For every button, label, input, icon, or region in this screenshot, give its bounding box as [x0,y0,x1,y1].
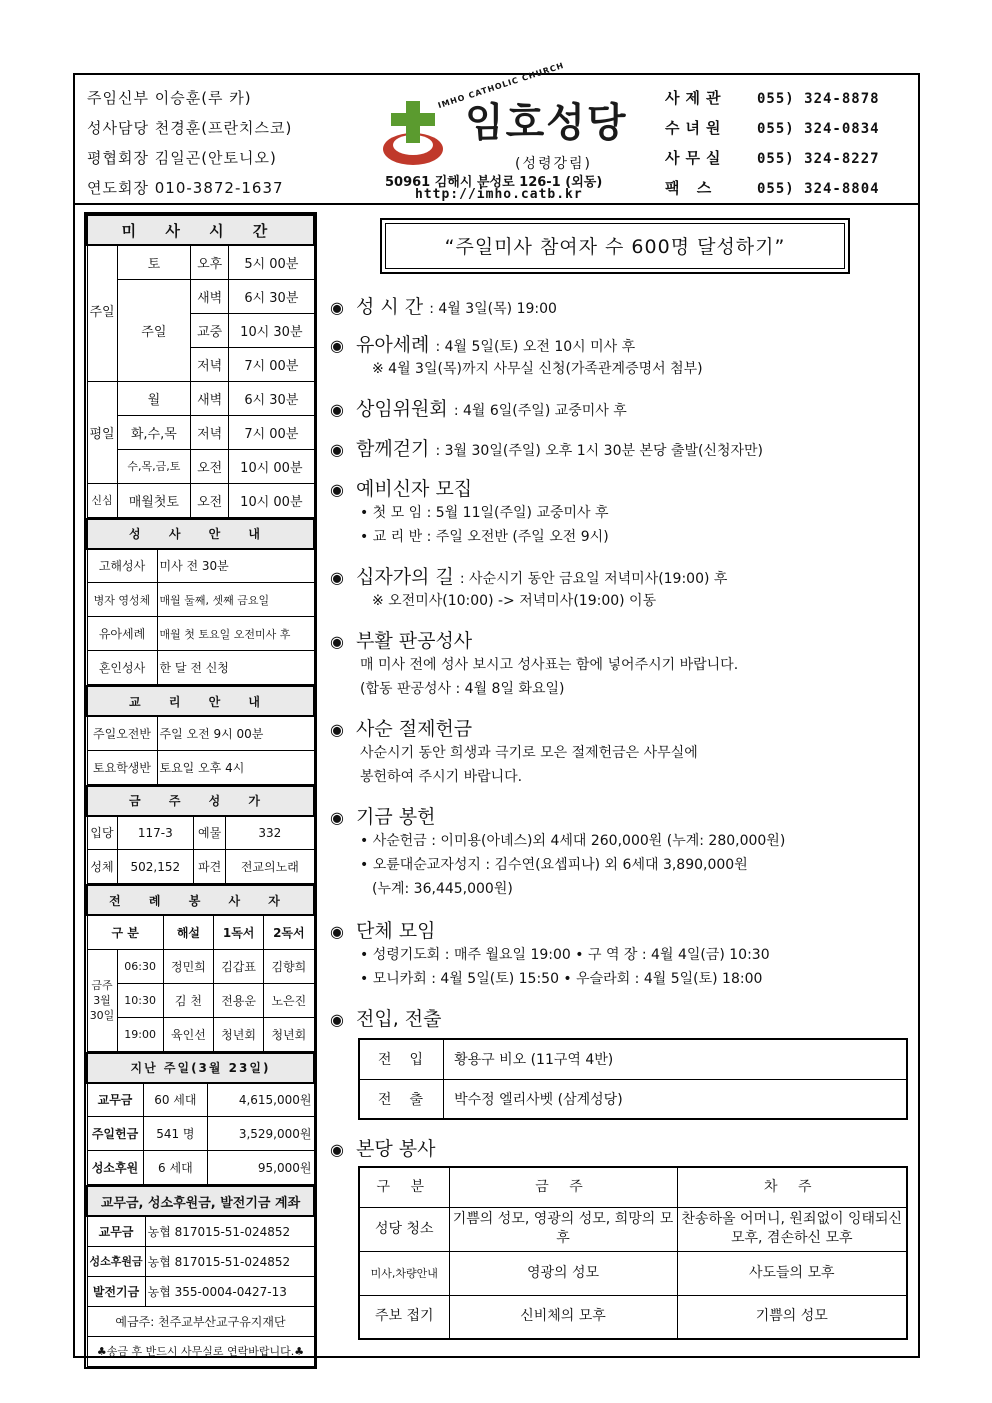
contact-phone: 055) 324-0834 [757,121,880,137]
sacrament-title: 성 사 안 내 [87,519,314,549]
offering-amount: 95,000원 [208,1151,314,1185]
service-this-week: 기쁨의 성모, 영광의 성모, 희망의 모후 [449,1207,677,1251]
account-type: 교무금 [87,1216,145,1246]
server-person: 육인선 [163,1017,213,1051]
hymn-part: 입당 [87,816,117,850]
server-person: 청년회 [214,1017,264,1051]
mass-hour: 7시 00분 [229,347,314,381]
notice-title: 사순 절제헌금 [356,718,473,740]
mass-day: 주일 [117,279,190,381]
hymn-number: 502,152 [117,850,194,884]
notice-item [330,1134,910,1161]
mass-times-table [86,214,315,518]
notice-title: 성 시 간 [356,296,424,318]
notice-title: 함께걷기 [356,438,430,460]
contact-label: 수녀원 [665,119,727,137]
account-number: 농협 817015-51-024852 [145,1216,314,1246]
church-name: 임호성당 [465,100,628,146]
bullet-icon: ◉ [330,440,344,459]
sacrament-name: 병자 영성체 [87,583,157,617]
last-week-title: 지난 주일(3월 23일) [87,1053,314,1083]
notice-line: • 모니카회 : 4월 5일(토) 15:50 • 우슬라회 : 4월 5일(토) 18:00 [360,971,763,987]
church-subtitle: (성령강림) [515,156,593,172]
sacrament-table [86,518,315,686]
service-head: 금 주 [449,1167,677,1207]
bullet-icon: ◉ [330,1140,344,1159]
notice-line: (합동 판공성사 : 4월 8일 화요일) [360,681,565,697]
notice-item [330,474,910,549]
mass-slot: 오전 [191,449,229,483]
notice-title: 부활 판공성사 [356,630,473,652]
contact-label: 사제관 [665,89,727,107]
service-type: 성당 청소 [359,1207,449,1251]
server-person: 김향희 [264,949,314,983]
clergy-line: 평협회장 김일곤(안토니오) [87,149,277,167]
liturgy-server-table [86,884,315,1052]
mass-hour: 7시 00분 [229,415,314,449]
notice-line: • 오륜대순교자성지 : 김수연(요셉피나) 외 6세대 3,890,000원 [360,857,748,873]
offering-amount: 3,529,000원 [208,1117,314,1151]
contact-row [665,147,915,177]
account-number: 농협 817015-51-024852 [145,1246,314,1276]
notice-line: • 교 리 반 : 주일 오전반 (주일 오전 9시) [360,529,609,545]
bullet-icon: ◉ [330,1010,344,1029]
hymn-part: 성체 [87,850,117,884]
notice-note: ※ 4월 3일(목)까지 사무실 신청(가족관계증명서 첨부) [372,361,703,377]
class-time: 토요일 오후 4시 [157,750,314,784]
notice-item [330,802,910,901]
transfer-type: 전출 [359,1079,444,1119]
server-date: 금주 3월 30일 [87,949,117,1051]
notice-item [330,626,910,701]
header [75,60,918,205]
contact-row [665,117,915,147]
notice-title: 예비신자 모집 [356,478,473,500]
sacrament-info: 미사 전 30분 [157,549,314,583]
sacrament-name: 유아세례 [87,617,157,651]
notice-note: ※ 오전미사(10:00) -> 저녁미사(19:00) 이동 [372,593,657,609]
hymn-number: 전교의노래 [226,850,314,884]
server-head: 구 분 [87,915,163,949]
server-head: 해설 [163,915,213,949]
server-person: 김 천 [163,983,213,1017]
server-person: 정민희 [163,949,213,983]
service-type: 주보 접기 [359,1295,449,1339]
server-person: 전용운 [214,983,264,1017]
notice-item [330,434,910,461]
notice-line: 봉헌하여 주시기 바랍니다. [360,769,523,785]
account-table [86,1185,315,1367]
notice-title: 유아세례 [356,334,430,356]
transfer-person: 박수정 엘리사벳 (삼계성당) [444,1079,907,1119]
service-head: 구 분 [359,1167,449,1207]
class-name: 주일오전반 [87,716,157,750]
notice-detail: : 3월 30일(주일) 오후 1시 30분 본당 출발(신청자만) [435,443,764,459]
bullet-icon: ◉ [330,568,344,587]
contact-row [665,87,915,117]
server-person: 청년회 [264,1017,314,1051]
bullet-icon: ◉ [330,298,344,317]
mass-hour: 10시 00분 [229,449,314,483]
hymn-number: 332 [226,816,314,850]
bullet-icon: ◉ [330,400,344,419]
server-time: 06:30 [117,949,163,983]
mass-hour: 5시 00분 [229,245,314,279]
service-next-week: 사도들의 모후 [677,1251,907,1295]
bullet-icon: ◉ [330,808,344,827]
notice-title: 기금 봉헌 [356,806,436,828]
server-person: 김갑표 [214,949,264,983]
notice-line: • 사순헌금 : 이미용(아녜스)외 4세대 260,000원 (누계: 280,000원) [360,833,786,849]
notice-line: • 성령기도회 : 매주 월요일 19:00 • 구 역 장 : 4월 4일(금) 10:30 [360,947,770,963]
clergy-line: 주임신부 이승훈(루 카) [87,89,252,107]
offering-type: 교무금 [87,1083,143,1117]
notice-title: 상임위원회 [356,398,448,420]
contact-phone: 055) 324-8878 [757,91,880,107]
server-time: 19:00 [117,1017,163,1051]
catechism-table [86,685,315,785]
service-next-week: 찬송하올 어머니, 원죄없이 잉태되신 모후, 겸손하신 모후 [677,1207,907,1251]
contact-row [665,177,915,207]
contact-phone: 055) 324-8804 [757,181,880,197]
sacrament-info: 한 달 전 신청 [157,651,314,685]
clergy-list [87,87,347,207]
notice-line: (누계: 36,445,000원) [372,881,513,897]
notice-detail: : 사순시기 동안 금요일 저녁미사(19:00) 후 [459,571,728,587]
catechism-title: 교 리 안 내 [87,686,314,716]
mass-slot: 오후 [191,245,229,279]
hymn-part: 예물 [194,816,226,850]
church-url[interactable]: http://imho.catb.kr [415,187,583,202]
mass-day: 월 [117,381,190,415]
notice-title: 단체 모임 [356,920,436,942]
mass-slot: 오전 [191,483,229,517]
offering-type: 성소후원 [87,1151,143,1185]
mass-day: 화,수,목 [117,415,190,449]
notice-item [330,330,910,381]
server-person: 노은진 [264,983,314,1017]
service-this-week: 신비체의 모후 [449,1295,677,1339]
notice-item [330,1004,910,1031]
offering-amount: 4,615,000원 [208,1083,314,1117]
hymn-table [86,785,315,885]
transfer-type: 전입 [359,1039,444,1079]
mass-title: 미 사 시 간 [87,215,314,245]
mass-slot: 교중 [191,313,229,347]
hymn-title: 금 주 성 가 [87,786,314,816]
contact-label: 사무실 [665,149,727,167]
contact-label: 팩 스 [665,179,718,197]
bulletin-frame [73,60,920,1358]
hymn-number: 117-3 [117,816,194,850]
sacrament-name: 고해성사 [87,549,157,583]
account-type: 성소후원금 [87,1246,145,1276]
mass-day: 매월첫토 [117,483,190,517]
weekday-label: 평일 [87,381,117,483]
last-week-table [86,1052,315,1186]
notice-title: 전입, 전출 [356,1008,442,1030]
bullet-icon: ◉ [330,632,344,651]
mass-day: 토 [117,245,190,279]
mass-hour: 10시 30분 [229,313,314,347]
offering-type: 주일헌금 [87,1117,143,1151]
transfer-person: 황용구 비오 (11구역 4반) [444,1039,907,1079]
transfer-table [358,1038,908,1120]
mass-hour: 10시 00분 [229,483,314,517]
mass-hour: 6시 30분 [229,279,314,313]
mass-hour: 6시 30분 [229,381,314,415]
notice-title: 본당 봉사 [356,1138,436,1160]
clergy-line: 연도회장 010-3872-1637 [87,179,284,197]
sacrament-name: 혼인성사 [87,651,157,685]
notice-item [330,916,910,991]
class-time: 주일 오전 9시 00분 [157,716,314,750]
service-type: 미사,차량안내 [359,1251,449,1295]
devotion-label: 신심 [87,483,117,517]
sunday-label: 주일 [87,245,117,381]
mass-day: 수,목,금,토 [117,449,190,483]
mass-slot: 새벽 [191,381,229,415]
server-head: 2독서 [264,915,314,949]
offering-count: 541 명 [143,1117,208,1151]
server-title: 전 례 봉 사 자 [87,885,314,915]
motto-box [380,218,850,274]
notice-detail: : 4월 3일(목) 19:00 [429,301,557,317]
bullet-icon: ◉ [330,720,344,739]
notice-detail: : 4월 6일(주일) 교중미사 후 [453,403,627,419]
notice-item [330,394,910,421]
notice-item [330,714,910,789]
hymn-part: 파견 [194,850,226,884]
server-time: 10:30 [117,983,163,1017]
notice-line: • 첫 모 임 : 5월 11일(주일) 교중미사 후 [360,505,609,521]
bullet-icon: ◉ [330,480,344,499]
church-logo-block [365,60,655,202]
notice-detail: : 4월 5일(토) 오전 10시 미사 후 [435,339,636,355]
account-title: 교무금, 성소후원금, 발전기금 계좌 [87,1186,314,1216]
mass-slot: 새벽 [191,279,229,313]
notice-item [330,292,910,319]
offering-count: 6 세대 [143,1151,208,1185]
bullet-icon: ◉ [330,922,344,941]
bullet-icon: ◉ [330,336,344,355]
transfer-notice: ♣송금 후 반드시 사무실로 연락바랍니다.♣ [87,1336,314,1366]
church-address: 50961 김해시 분성로 126-1 (외동) [385,175,603,190]
clergy-line: 성사담당 천경훈(프란치스코) [87,119,293,137]
contact-phone: 055) 324-8227 [757,151,880,167]
sidebar [84,212,317,1369]
church-arc-text: IMHO CATHOLIC CHURCH [436,60,566,111]
service-head: 차 주 [677,1167,907,1207]
offering-count: 60 세대 [143,1083,208,1117]
service-next-week: 기쁨의 성모 [677,1295,907,1339]
parish-service-table [358,1166,908,1340]
server-head: 1독서 [214,915,264,949]
mass-slot: 저녁 [191,347,229,381]
notice-line: 사순시기 동안 희생과 극기로 모은 절제헌금은 사무실에 [360,745,698,761]
mass-slot: 저녁 [191,415,229,449]
account-number: 농협 355-0004-0427-13 [145,1276,314,1306]
sacrament-info: 매월 둘째, 셋째 금요일 [157,583,314,617]
class-name: 토요학생반 [87,750,157,784]
account-type: 발전기금 [87,1276,145,1306]
notice-line: 매 미사 전에 성사 보시고 성사표는 함에 넣어주시기 바랍니다. [360,657,739,673]
notice-title: 십자가의 길 [356,566,454,588]
motto-text: “주일미사 참여자 수 600명 달성하기” [385,223,845,269]
contact-list [665,87,915,207]
service-this-week: 영광의 성모 [449,1251,677,1295]
sacrament-info: 매월 첫 토요일 오전미사 후 [157,617,314,651]
notice-item [330,562,910,613]
account-holder: 예금주: 천주교부산교구유지재단 [87,1306,314,1336]
